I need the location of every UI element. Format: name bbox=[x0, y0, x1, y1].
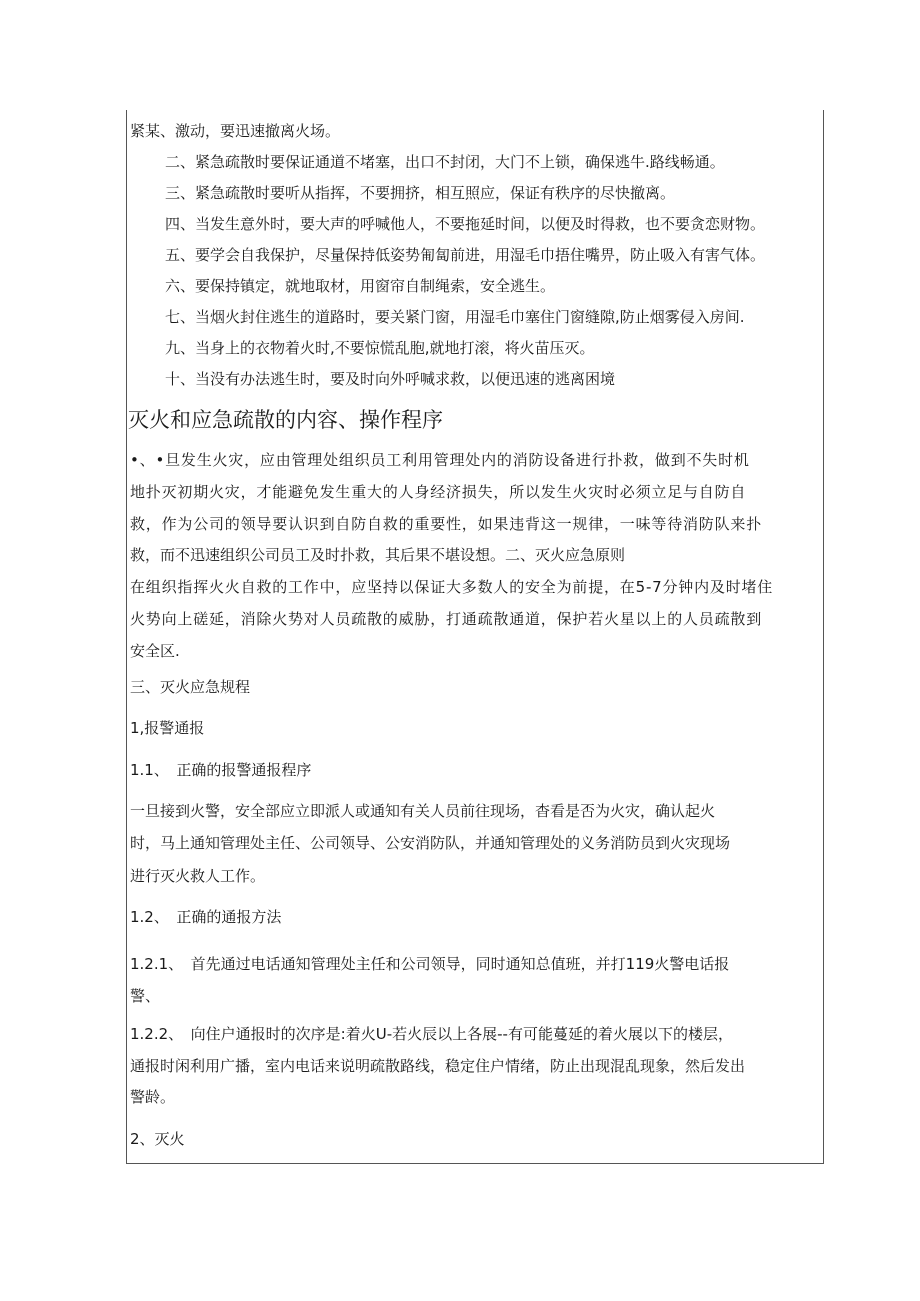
list-item: 五、要学会自我保护，尽量保持低姿势匍匐前进，用湿毛巾捂住嘴畀，防止吸入有害气体。 bbox=[165, 246, 766, 264]
paragraph-line: 警、 bbox=[130, 987, 161, 1005]
list-item: 二、紧急疏散时要保证通道不堵塞，出口不封闭，大门不上锁，确保逃牛.路线畅通。 bbox=[165, 153, 725, 171]
subheading: 1,报警通报 bbox=[130, 719, 205, 737]
subheading: 2、灭火 bbox=[130, 1130, 185, 1148]
paragraph-line: 救，而不迅速组织公司员工及时扑救，其后果不堪设想。二、灭火应急原则 bbox=[130, 546, 626, 564]
paragraph-line: 地扑灭初期火灾，才能避免发生重大的人身经济损失，所以发生火灾时必须立足与自防自 bbox=[130, 483, 747, 501]
paragraph-line: 1.2.2、 向住户通报时的次序是:着火U-若火辰以上各展--有可能蔓延的着火展以下的楼层， bbox=[130, 1025, 733, 1043]
subheading: 三、灭火应急规程 bbox=[130, 678, 251, 696]
paragraph-line: 进行灭火救人工作。 bbox=[130, 867, 266, 885]
section-title: 灭火和应急疏散的内容、操作程序 bbox=[128, 408, 443, 432]
list-item: 九、当身上的衣物着火时,不要惊慌乱胞,就地打滚，将火苗压灭。 bbox=[165, 339, 595, 357]
paragraph-line: 在组织指挥火火自救的工作中，应坚持以保证大多数人的安全为前提，在5-7分钟内及时堵住 bbox=[130, 578, 774, 596]
subheading: 1.2、 正确的通报方法 bbox=[130, 908, 282, 926]
list-item: 四、当发生意外时，要大声的呼喊他人，不要拖延时间，以便及时得救，也不要贪恋财物。 bbox=[165, 215, 766, 233]
paragraph-line: 时，马上通知管理处主任、公司领导、公安消防队，并通知管理处的义务消防员到火灾现场 bbox=[130, 834, 731, 852]
list-item: 七、当烟火封住逃生的道路时，要关紧门窗，用湿毛巾塞住门窗缝隙,防止烟雾侵入房间. bbox=[165, 308, 745, 326]
paragraph-line: 救，作为公司的领导要认识到自防自救的重要性，如果违背这一规律，一味等待消防队来扑 bbox=[130, 515, 763, 533]
paragraph-line: 通报时闲利用广播，室内电话来说明疏散路线，稳定住户情绪，防止出现混乱现象，然后发出 bbox=[130, 1057, 746, 1075]
document-frame bbox=[126, 110, 824, 1164]
paragraph-line: 安全区. bbox=[130, 642, 180, 660]
paragraph-line: 火势向上磋延，消除火势对人员疏散的威胁，打通疏散通道，保护若火星以上的人员疏散到 bbox=[130, 610, 763, 628]
paragraph-line: 警龄。 bbox=[130, 1088, 176, 1106]
list-item: 六、要保持镇定，就地取材，用窗帘自制绳索，安全逃生。 bbox=[165, 277, 556, 295]
subheading: 1.1、 正确的报警通报程序 bbox=[130, 761, 312, 779]
paragraph-line: 紧某、激动，要迅速撤离火场。 bbox=[130, 122, 341, 140]
paragraph-line: 1.2.1、 首先通过电话通知管理处主任和公司领导，同时通知总值班，并打119火警电话报 bbox=[130, 955, 730, 973]
list-item: 十、当没有办法逃生时，要及时向外呼喊求救，以便迅速的逃离困境 bbox=[165, 370, 616, 388]
list-item: 三、紧急疏散时要听从指挥，不要拥挤，相互照应，保证有秩序的尽快撤离。 bbox=[165, 184, 676, 202]
paragraph-line: •、•旦发生火灾，应由管理处组织员工利用管理处内的消防设备进行扑救，做到不失时机 bbox=[130, 451, 750, 469]
paragraph-line: 一旦接到火警，安全部应立即派人或通知有关人员前往现场，杳看是否为火灾，确认起火 bbox=[130, 802, 716, 820]
